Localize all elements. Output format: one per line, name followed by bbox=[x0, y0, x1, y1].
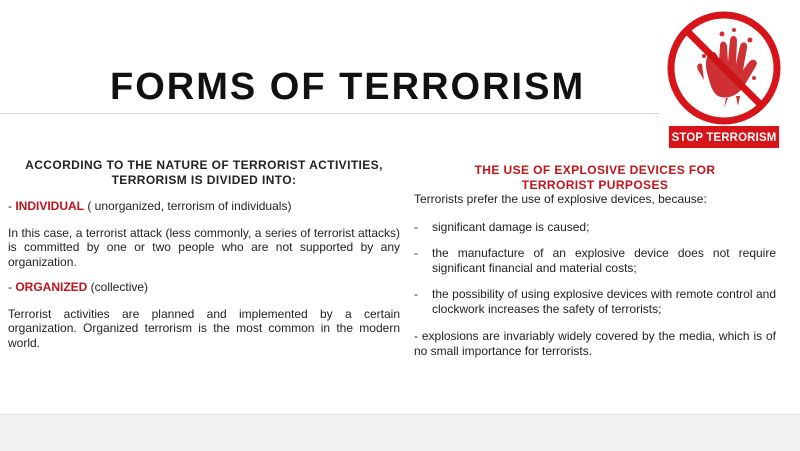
stop-terrorism-logo bbox=[664, 6, 784, 152]
list-item-text: the possibility of using explosive devices with remote control and clockwork increases the safety of terrorists; bbox=[432, 287, 776, 316]
right-heading-line2: TERRORIST PURPOSES bbox=[521, 177, 669, 192]
left-heading bbox=[8, 158, 400, 187]
organized-label: ORGANIZED bbox=[15, 280, 88, 294]
organized-line bbox=[8, 280, 400, 295]
organized-description: Terrorist activities are planned and implemented by a certain organization. Organized terrorism is the most common in the modern world. bbox=[8, 306, 400, 350]
right-intro: Terrorists prefer the use of explosive devices, because: bbox=[414, 192, 707, 206]
individual-description: In this case, a terrorist attack (less commonly, a series of terrorist attacks) is committed by one or two people who are not supported by any organization. bbox=[8, 225, 400, 269]
list-dash: - bbox=[414, 246, 418, 260]
list-item-text: the manufacture of an explosive device does not require significant financial and material costs; bbox=[432, 246, 776, 275]
left-heading-line2: TERRORISM IS DIVIDED INTO: bbox=[111, 172, 297, 187]
list-item-text: significant damage is caused; bbox=[432, 219, 590, 234]
right-heading-line1: THE USE OF EXPLOSIVE DEVICES FOR bbox=[474, 163, 716, 177]
individual-label: INDIVIDUAL bbox=[15, 199, 85, 213]
right-heading bbox=[414, 163, 776, 192]
individual-rest: ( unorganized, terrorism of individuals) bbox=[84, 199, 292, 213]
organized-rest: (collective) bbox=[87, 280, 149, 294]
organized-prefix: - bbox=[8, 280, 16, 294]
list-dash: - bbox=[414, 219, 418, 234]
right-conclusion: - explosions are invariably widely covered by the media, which is of no small importance for terrorists. bbox=[414, 329, 776, 358]
slide-title: FORMS OF TERRORISM bbox=[110, 66, 586, 108]
right-column bbox=[414, 163, 776, 358]
title-divider bbox=[0, 113, 660, 114]
list-item bbox=[414, 287, 776, 316]
individual-line bbox=[8, 199, 400, 214]
left-heading-line1: ACCORDING TO THE NATURE OF TERRORIST ACTIVITIES, bbox=[25, 158, 383, 172]
individual-prefix: - bbox=[8, 199, 16, 213]
list-item bbox=[414, 246, 776, 275]
list-item bbox=[414, 220, 776, 235]
footer-band bbox=[0, 414, 800, 451]
stop-hand-icon bbox=[664, 6, 784, 130]
left-column bbox=[8, 158, 400, 350]
logo-banner: STOP TERRORISM bbox=[669, 126, 779, 148]
list-dash: - bbox=[414, 287, 418, 301]
